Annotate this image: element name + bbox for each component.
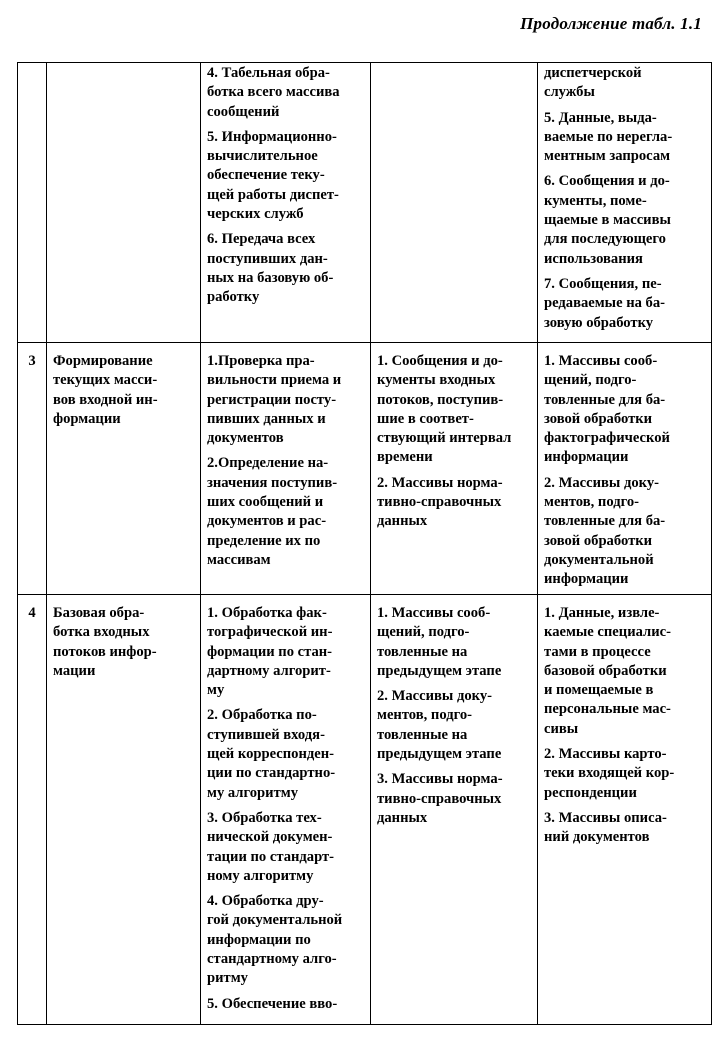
input-item: 1. Сообщения и до- кументы входных потоков, поступив- шие в соответ- ствующий интервал времени bbox=[377, 353, 512, 466]
output-item: 5. Данные, выда- ваемые по нерегла- ментным запросам bbox=[544, 109, 673, 165]
table-row bbox=[18, 595, 712, 1025]
operation-item: 5. Информационно- вычислительное обеспечение теку- щей работы диспет- черских служб bbox=[207, 128, 339, 223]
operation-item: 3. Обработка тех- нической докумен- тации по стандарт- ному алгоритму bbox=[207, 809, 335, 884]
row-number-cell: 3 bbox=[18, 343, 47, 595]
outputs-cell bbox=[538, 595, 712, 1025]
table-continuation-caption: Продолжение табл. 1.1 bbox=[520, 14, 702, 33]
operation-item: 4. Табельная обра- ботка всего массива сообщений bbox=[207, 65, 340, 120]
inputs-cell bbox=[371, 595, 538, 1025]
outputs-cell bbox=[538, 343, 712, 595]
operation-item: 6. Передача всех поступивших дан- ных на базовую об- работку bbox=[207, 231, 334, 306]
operations-cell bbox=[201, 343, 371, 595]
table-row bbox=[18, 63, 712, 343]
operations-cell bbox=[201, 595, 371, 1025]
table-row bbox=[18, 343, 712, 595]
process-table bbox=[17, 62, 712, 1025]
operation-item: 1.Проверка пра- вильности приема и регистрации посту- пивших данных и документов bbox=[207, 353, 342, 447]
stage-cell bbox=[47, 63, 201, 343]
output-item: 6. Сообщения и до- кументы, поме- щаемые в массивы для последующего использования bbox=[544, 173, 671, 267]
output-item: 1. Массивы сооб- щений, подго- товленные для ба- зовой обработки фактографической информации bbox=[544, 353, 670, 466]
output-item: 2. Массивы карто- теки входящей кор- респонденции bbox=[544, 746, 675, 801]
operation-item: 1. Обработка фак- тографической ин- формации по стан- дартному алгорит- му bbox=[207, 605, 333, 699]
output-item: 2. Массивы доку- ментов, подго- товленные для ба- зовой обработки документальной информации bbox=[544, 474, 666, 588]
outputs-cell bbox=[538, 63, 712, 343]
operation-item: 2.Определение на- значения поступив- ших сообщений и документов и рас- пределение их по массивам bbox=[207, 455, 338, 568]
stage-cell bbox=[47, 343, 201, 595]
stage-title: Формирование текущих масси- вов входной ин- формации bbox=[53, 353, 158, 427]
output-item: диспетчерской службы bbox=[544, 65, 642, 101]
inputs-cell bbox=[371, 63, 538, 343]
input-item: 1. Массивы сооб- щений, подго- товленные на предыдущем этапе bbox=[377, 605, 502, 679]
stage-cell bbox=[47, 595, 201, 1025]
row-number-cell bbox=[18, 63, 47, 343]
input-item: 2. Массивы норма- тивно-справочных данных bbox=[377, 474, 503, 530]
operations-cell bbox=[201, 63, 371, 343]
output-item: 7. Сообщения, пе- редаваемые на ба- зовую обработку bbox=[544, 275, 666, 331]
input-item: 2. Массивы доку- ментов, подго- товленные на предыдущем этапе bbox=[377, 688, 502, 763]
input-item: 3. Массивы норма- тивно-справочных данных bbox=[377, 771, 503, 826]
output-item: 1. Данные, извле- каемые специалис- тами в процессе базовой обработки и помещаемые в персональные мас- сивы bbox=[544, 605, 671, 737]
output-item: 3. Массивы описа- ний документов bbox=[544, 809, 667, 846]
row-number-cell: 4 bbox=[18, 595, 47, 1025]
operation-item: 2. Обработка по- ступившей входя- щей корреспонден- ции по стандартно- му алгоритму bbox=[207, 707, 336, 801]
inputs-cell bbox=[371, 343, 538, 595]
operation-item: 4. Обработка дру- гой документальной информации по стандартному алго- ритму bbox=[207, 893, 343, 987]
operation-item: 5. Обеспечение вво- bbox=[207, 995, 338, 1012]
stage-title: Базовая обра- ботка входных потоков инфор- мации bbox=[53, 605, 157, 679]
